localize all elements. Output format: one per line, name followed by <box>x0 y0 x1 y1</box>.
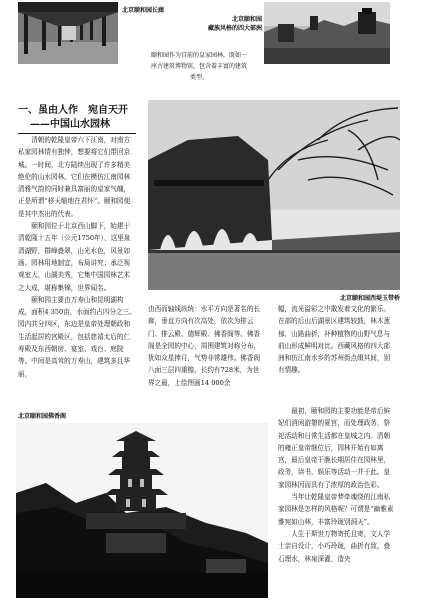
intro-caption: 颐和园作为宫前的皇家园林，既如一座古建筑博物馆，包含着丰富的建筑类型。 <box>150 52 247 81</box>
col1-paragraph: 颐和园位于北京西山脚下，始建于清乾隆十五年（公元1750年），这里泉清湖野，群峰叠翠，山光水色，风景如画。园林用地制宜，布局讲究；承泛视观室大，山湖美秀，它集中国园林艺术之大成，堪称集锦，世界闻名。 <box>18 222 131 292</box>
long-corridor-photo <box>18 2 118 64</box>
long-corridor-caption: 北京颐和园长廊 <box>122 7 165 14</box>
col3-paragraph: 当年让乾隆皇帝梦牵魂绕的江南私家园林是怎样的风格呢？可谓是“幽雅素雅宛如山林，丰富玲珑别洞天”。 <box>278 493 394 526</box>
tower-of-buddhist-incense-photo <box>16 423 268 598</box>
four-great-continents-caption-text: 北京颐和园 藏族风格的四大部洲 <box>207 16 262 32</box>
column-1-text <box>18 134 136 430</box>
column-3-top-text: 幅，流光溢彩之中散发着文化的繁乐。在部的后山后湖景区建筑较鼓，林木葱郁，山路曲折，补种植物的山野气息与前山形成鲜明对比。西藏风格的四大部洲和仿江南水乡的苏州街点缀其间，别有情趣。 <box>278 305 391 375</box>
seventeen-arch-bridge-caption: 北京颐和园西堤玉带桥 <box>339 295 400 302</box>
four-great-continents-caption <box>196 6 262 33</box>
section-heading-line2: ——中国山水园林 <box>30 119 110 130</box>
column-2-text: 由西而轴线纵统：水平方向是著名的长廊，垂直方向有次高处，依次为排云门、排云殿、德辉殿、佛香阁等。佛香阁是全园的中心，周围建筑对称分布，犹如众星捧月，气势非常雄伟。佛香阁八面三层四重檐，长约有728米，为世界之最，上绘图画14 000余 <box>148 305 261 387</box>
tower-of-buddhist-incense-caption: 北京颐和园佛香阁 <box>18 413 67 420</box>
col3-paragraph: 最初，颐和园的主要功能是帝后嫔妃们消闲游憩的夏宫，而处理政务，祭祀活动和日常生活都在皇城之内。清朝的雍正皇帝继位后，园林开始有如离宫，最后皇帝干脆长期居住在园林里，政务，读书，娱乐等活动一并于此。皇家园林因而具有了浓厚的政治色彩。 <box>278 407 391 489</box>
col3-paragraph: 人生于斯世万物寄托且寄，文人学士亲自设计，小巧玲珑，曲折有致，叠石理水，林泉深灌，造央 <box>278 529 391 563</box>
col1-paragraph: 清朝的乾隆皇帝六下江南，对南方私家园林情有独钟，想要将它们带回京城。一时间，北方陆续出现了许多精美绝伦的山水园林。它们在模仿江南园林清雅气韵的同时兼具富丽的皇家气魄，正是所谓“移天缩地在君怀”。颐和园便是其中杰出的代表。 <box>18 136 131 218</box>
seventeen-arch-bridge-photo <box>148 100 400 290</box>
section-heading-line1: 一、虽由人作 宛自天开 <box>18 105 128 116</box>
four-great-continents-photo <box>264 2 390 64</box>
column-3-lower-text <box>278 405 396 598</box>
col1-paragraph: 颐和园主要由万寿山和昆明湖构成，面积4 350亩，水面约占四分之三。园内共分四区，东边是皇帝处理朝政和生活起居的宫殿区，包括慈禧太后的仁寿殿及东西朝房、宴室、戏台、庭院等。中间是高耸的万寿山，建筑多且华丽， <box>18 295 136 378</box>
